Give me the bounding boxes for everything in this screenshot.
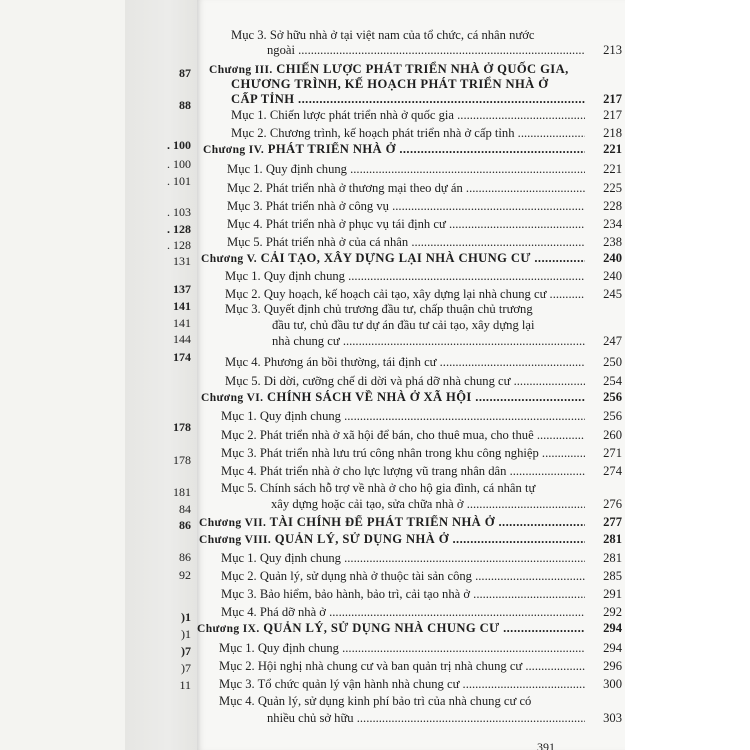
left-page-number: 144 bbox=[173, 332, 191, 346]
toc-item-label: nhà chung cư ..... bbox=[272, 334, 585, 348]
toc-page-number: 254 bbox=[603, 374, 622, 388]
toc-item-label: Mục 3. Tổ chức quản lý vận hành nhà chung cư ..... bbox=[219, 677, 585, 691]
toc-item-line: đầu tư, chủ đầu tư dự án đầu tư cải tạo, xây dựng lại bbox=[272, 318, 535, 332]
toc-item-label: ngoài ..... bbox=[267, 43, 585, 57]
left-page-number: 86 bbox=[179, 550, 191, 564]
toc-page-number: 285 bbox=[603, 569, 622, 583]
toc-page-number: 281 bbox=[603, 532, 622, 546]
left-page-number: )1 bbox=[181, 627, 191, 641]
chapter-title: Chương V. CẢI TẠO, XÂY DỰNG LẠI NHÀ CHUNG CƯ ..... bbox=[201, 251, 585, 266]
toc-page-number: 213 bbox=[603, 43, 622, 57]
toc-item-label: Mục 2. Phát triển nhà ở xã hội để bán, cho thuê mua, cho thuê ..... bbox=[221, 428, 585, 442]
chapter-title: Chương VII. TÀI CHÍNH ĐỂ PHÁT TRIỂN NHÀ Ở ..... bbox=[199, 515, 585, 530]
toc-page-number: 281 bbox=[603, 551, 622, 565]
left-page-number: . 103 bbox=[167, 205, 191, 219]
toc-item-label: nhiều chủ sở hữu ..... bbox=[267, 711, 585, 725]
left-page-number: 181 bbox=[173, 485, 191, 499]
toc-item-label: xây dựng hoặc cải tạo, sửa chữa nhà ở ..... bbox=[271, 497, 585, 511]
toc-item-label: Mục 3. Bảo hiểm, bảo hành, bảo trì, cải tạo nhà ở ..... bbox=[221, 587, 585, 601]
chapter-title: Chương VI. CHÍNH SÁCH VỀ NHÀ Ở XÃ HỘI ..... bbox=[201, 390, 585, 405]
toc-item-label: Mục 1. Quy định chung ..... bbox=[219, 641, 585, 655]
toc-page-number: 256 bbox=[603, 409, 622, 423]
toc-item-label: Mục 1. Quy định chung ..... bbox=[221, 409, 585, 423]
toc-page-number: 228 bbox=[603, 199, 622, 213]
toc-page-number: 260 bbox=[603, 428, 622, 442]
toc-page-number: 240 bbox=[603, 251, 622, 265]
left-page-number: . 128 bbox=[167, 238, 191, 252]
toc-page-number: 247 bbox=[603, 334, 622, 348]
toc-page-number: 217 bbox=[603, 108, 622, 122]
left-page-number: 84 bbox=[179, 502, 191, 516]
toc-item-label: Mục 1. Chiến lược phát triển nhà ở quốc gia ..... bbox=[231, 108, 585, 122]
left-page-number: 11 bbox=[179, 678, 191, 692]
toc-page-number: 221 bbox=[603, 142, 622, 156]
toc-page-number: 294 bbox=[603, 641, 622, 655]
toc-item-label: Mục 4. Phá dỡ nhà ở ..... bbox=[221, 605, 585, 619]
toc-item-label: Mục 4. Phát triển nhà ở phục vụ tái định cư ..... bbox=[227, 217, 585, 231]
toc-item-label: Mục 3. Phát triển nhà ở công vụ ..... bbox=[227, 199, 585, 213]
toc-item-line: Mục 4. Quản lý, sử dụng kinh phí bảo trì của nhà chung cư có bbox=[219, 694, 532, 708]
chapter-heading: Chương III. CHIẾN LƯỢC PHÁT TRIỂN NHÀ Ở QUỐC GIA, bbox=[209, 62, 569, 76]
toc-page-number: 296 bbox=[603, 659, 622, 673]
toc-item-label: Mục 5. Phát triển nhà ở của cá nhân ..... bbox=[227, 235, 585, 249]
chapter-title: Chương IV. PHÁT TRIỂN NHÀ Ở ..... bbox=[203, 142, 585, 157]
left-page-number: 86 bbox=[179, 518, 191, 532]
left-page-number: 178 bbox=[173, 453, 191, 467]
toc-page-number: 277 bbox=[603, 515, 622, 529]
chapter-title: CẤP TỈNH ..... bbox=[231, 92, 585, 106]
toc-item-line: Mục 5. Chính sách hỗ trợ về nhà ở cho hộ gia đình, cá nhân tự bbox=[221, 481, 536, 495]
toc-page-number: 250 bbox=[603, 355, 622, 369]
chapter-title: Chương IX. QUẢN LÝ, SỬ DỤNG NHÀ CHUNG CƯ ..... bbox=[197, 621, 585, 636]
left-page-number: . 100 bbox=[167, 138, 191, 152]
toc-item-line: Mục 3. Sở hữu nhà ở tại việt nam của tổ chức, cá nhân nước bbox=[231, 28, 535, 42]
toc-page-number: 256 bbox=[603, 390, 622, 404]
left-page-number: 92 bbox=[179, 568, 191, 582]
left-page-number: . 100 bbox=[167, 157, 191, 171]
left-page-number: 141 bbox=[173, 299, 191, 313]
left-page-number: 141 bbox=[173, 316, 191, 330]
left-page-number: )1 bbox=[181, 610, 191, 624]
toc-item-label: Mục 5. Di dời, cưỡng chế di dời và phá dỡ nhà chung cư ..... bbox=[225, 374, 585, 388]
background-right bbox=[625, 0, 750, 750]
left-page-number: 178 bbox=[173, 420, 191, 434]
left-page-number: 137 bbox=[173, 282, 191, 296]
toc-page-number: 276 bbox=[603, 497, 622, 511]
left-page-number: . 101 bbox=[167, 174, 191, 188]
toc-page bbox=[197, 0, 625, 750]
toc-page-number: 291 bbox=[603, 587, 622, 601]
toc-page-number: 303 bbox=[603, 711, 622, 725]
left-page-edge bbox=[125, 0, 197, 750]
toc-item-label: Mục 2. Phát triển nhà ở thương mại theo dự án ..... bbox=[227, 181, 585, 195]
chapter-title: Chương VIII. QUẢN LÝ, SỬ DỤNG NHÀ Ở ..... bbox=[199, 532, 585, 547]
toc-item-label: Mục 1. Quy định chung ..... bbox=[227, 162, 585, 176]
page-footer-number: 391 bbox=[537, 740, 555, 750]
toc-page-number: 225 bbox=[603, 181, 622, 195]
toc-item-label: Mục 2. Quy hoạch, kế hoạch cải tạo, xây dựng lại nhà chung cư ..... bbox=[225, 287, 585, 301]
toc-item-label: Mục 4. Phát triển nhà ở cho lực lượng vũ trang nhân dân ..... bbox=[221, 464, 585, 478]
toc-page-number: 240 bbox=[603, 269, 622, 283]
left-page-number: . 128 bbox=[167, 222, 191, 236]
toc-item-label: Mục 2. Hội nghị nhà chung cư và ban quản trị nhà chung cư ..... bbox=[219, 659, 585, 673]
toc-page-number: 271 bbox=[603, 446, 622, 460]
left-page-number: )7 bbox=[181, 644, 191, 658]
left-page-number: 88 bbox=[179, 98, 191, 112]
background-left bbox=[0, 0, 125, 750]
toc-item-label: Mục 3. Phát triển nhà lưu trú công nhân trong khu công nghiệp ..... bbox=[221, 446, 585, 460]
left-page-number: )7 bbox=[181, 661, 191, 675]
left-page-number: 174 bbox=[173, 350, 191, 364]
toc-page-number: 217 bbox=[603, 92, 622, 106]
toc-page-number: 234 bbox=[603, 217, 622, 231]
toc-page-number: 300 bbox=[603, 677, 622, 691]
toc-item-label: Mục 2. Chương trình, kế hoạch phát triển nhà ở cấp tỉnh ..... bbox=[231, 126, 585, 140]
left-page-number: 131 bbox=[173, 254, 191, 268]
toc-page-number: 274 bbox=[603, 464, 622, 478]
toc-item-label: Mục 2. Quản lý, sử dụng nhà ở thuộc tài sản công ..... bbox=[221, 569, 585, 583]
toc-page-number: 238 bbox=[603, 235, 622, 249]
left-page-number: 87 bbox=[179, 66, 191, 80]
toc-page-number: 218 bbox=[603, 126, 622, 140]
toc-page-number: 221 bbox=[603, 162, 622, 176]
toc-page-number: 294 bbox=[603, 621, 622, 635]
chapter-heading-line: CHƯƠNG TRÌNH, KẾ HOẠCH PHÁT TRIỂN NHÀ Ở bbox=[231, 77, 549, 91]
toc-item-label: Mục 1. Quy định chung ..... bbox=[221, 551, 585, 565]
toc-item-label: Mục 4. Phương án bồi thường, tái định cư ..... bbox=[225, 355, 585, 369]
toc-item-label: Mục 1. Quy định chung ..... bbox=[225, 269, 585, 283]
toc-item-line: Mục 3. Quyết định chủ trương đầu tư, chấp thuận chủ trương bbox=[225, 302, 533, 316]
toc-page-number: 245 bbox=[603, 287, 622, 301]
toc-page-number: 292 bbox=[603, 605, 622, 619]
